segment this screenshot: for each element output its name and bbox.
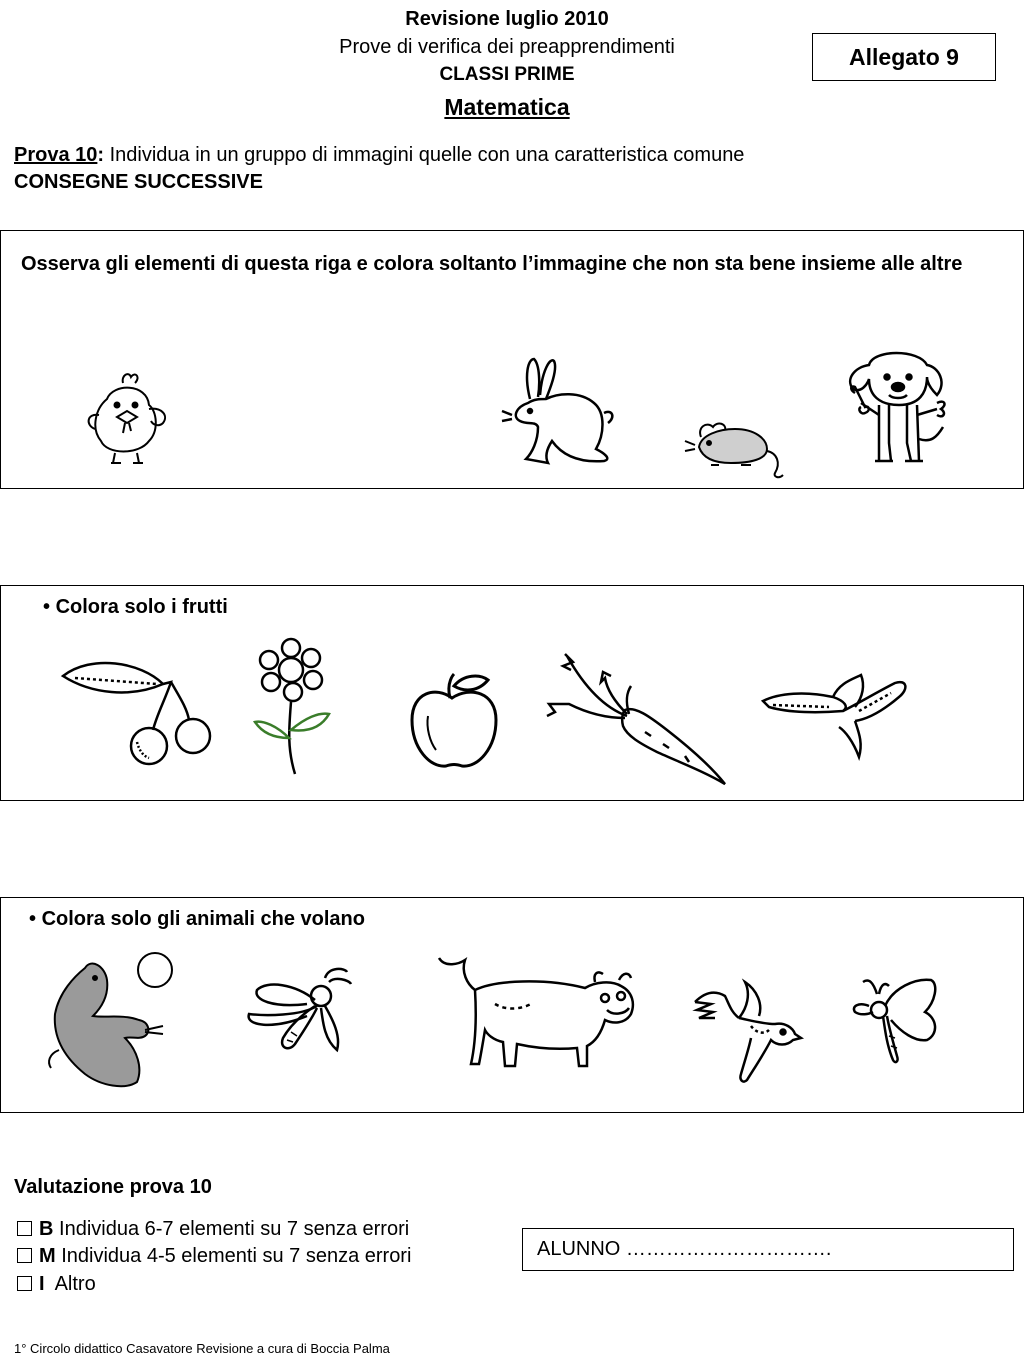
- flower-icon[interactable]: [249, 638, 337, 778]
- seal-icon[interactable]: [45, 950, 179, 1090]
- carrot-icon[interactable]: [545, 652, 729, 786]
- checkbox[interactable]: [17, 1248, 32, 1263]
- checkbox[interactable]: [17, 1221, 32, 1236]
- chick-icon[interactable]: [77, 369, 177, 469]
- grade-letter: I: [39, 1273, 45, 1295]
- grade-description: Individua 6-7 elementi su 7 senza errori: [53, 1218, 410, 1240]
- attachment-box: [812, 33, 996, 81]
- instructions-heading: CONSEGNE SUCCESSIVE: [14, 171, 263, 193]
- evaluation-option-m: [17, 1245, 411, 1268]
- apple-icon[interactable]: [406, 672, 504, 772]
- exercise-box-flying-animals: [0, 897, 1024, 1113]
- bullet: •: [43, 596, 51, 618]
- footer: 1° Circolo didattico Casavatore Revisione a cura di Boccia Palma: [14, 1341, 390, 1356]
- banana-icon[interactable]: [759, 671, 909, 761]
- evaluation-option-b: [17, 1218, 409, 1241]
- exercise-box-fruits: [0, 585, 1024, 801]
- exercise-prompt-text: Colora solo gli animali che volano: [41, 908, 365, 930]
- attachment-label: Allegato 9: [849, 43, 959, 70]
- butterfly-icon[interactable]: [849, 976, 941, 1070]
- grade-description: Altro: [44, 1273, 96, 1295]
- classes-label: CLASSI PRIME: [439, 64, 575, 85]
- evaluation-option-i: [17, 1273, 96, 1296]
- subtitle: Prove di verifica dei preapprendimenti: [339, 36, 675, 58]
- cherries-icon[interactable]: [61, 658, 216, 768]
- bullet: •: [29, 908, 37, 930]
- exercise-box-odd-one-out: [0, 230, 1024, 489]
- test-label: Prova 10: [14, 144, 98, 166]
- grade-letter: B: [39, 1218, 54, 1240]
- checkbox[interactable]: [17, 1276, 32, 1291]
- student-name-field[interactable]: [522, 1228, 1014, 1271]
- cow-icon[interactable]: [435, 954, 645, 1074]
- exercise-prompt: [43, 596, 228, 619]
- grade-description: Individua 4-5 elementi su 7 senza errori: [55, 1245, 412, 1267]
- bird-icon[interactable]: [691, 980, 803, 1090]
- evaluation-title: Valutazione prova 10: [14, 1176, 212, 1198]
- rabbit-icon[interactable]: [508, 355, 618, 467]
- mouse-icon[interactable]: [691, 417, 786, 479]
- subject-title: Matematica: [444, 94, 570, 120]
- test-description-line: [14, 144, 744, 167]
- firefly-icon[interactable]: [245, 966, 357, 1062]
- exercise-prompt-text: Colora solo i frutti: [55, 596, 228, 618]
- revision-title: Revisione luglio 2010: [405, 8, 609, 30]
- test-label-colon: :: [97, 144, 105, 166]
- dog-icon[interactable]: [843, 343, 953, 469]
- student-label: ALUNNO ………………………….: [537, 1238, 832, 1260]
- grade-letter: M: [39, 1245, 56, 1267]
- test-description: Individua in un gruppo di immagini quelle con una caratteristica comune: [104, 144, 745, 166]
- exercise-prompt: [29, 908, 365, 931]
- exercise-prompt: Osserva gli elementi di questa riga e colora soltanto l’immagine che non sta bene insieme alle altre: [21, 253, 963, 275]
